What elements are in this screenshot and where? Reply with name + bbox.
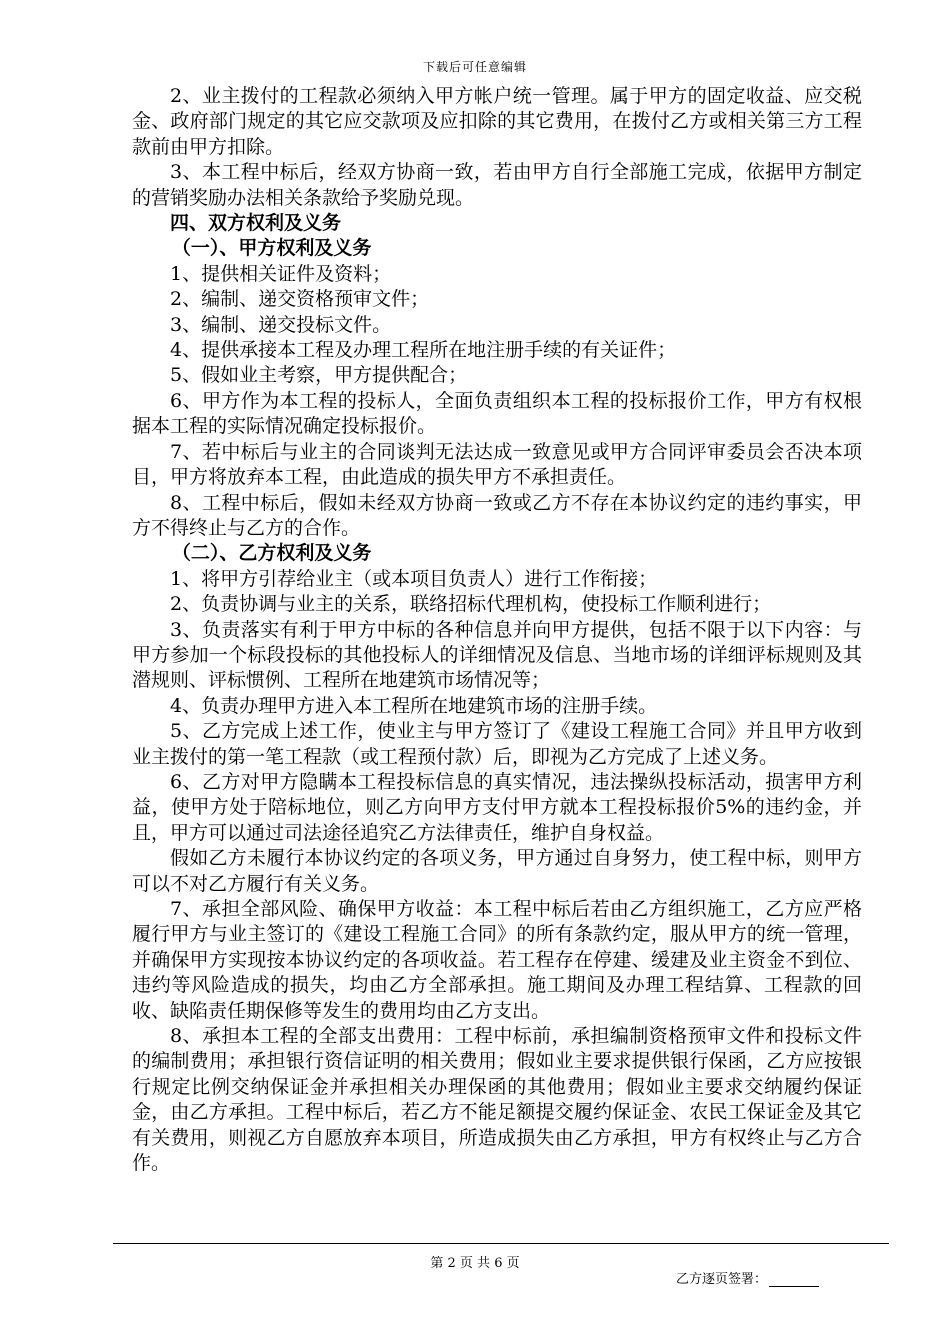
paragraph: 6、甲方作为本工程的投标人，全面负责组织本工程的投标报价工作，甲方有权根据本工程的实际情况确定投标报价。	[132, 389, 862, 438]
paragraph: 1、提供相关证件及资料；	[170, 262, 392, 285]
paragraph: 6、乙方对甲方隐瞒本工程投标信息的真实情况，违法操纵投标活动，损害甲方利益，使甲方处于陪标地位，则乙方向甲方支付甲方就本工程投标报价5%的违约金，并且，甲方可以通过司法途径追究乙方法律责任，维护自身权益。	[132, 770, 862, 844]
paragraph: 2、编制、递交资格预审文件；	[170, 288, 430, 311]
footer-divider	[113, 1243, 889, 1244]
paragraph: 7、若中标后与业主的合同谈判无法达成一致意见或甲方合同评审委员会否决本项目，甲方将放弃本工程，由此造成的损失甲方不承担责任。	[132, 440, 862, 489]
paragraph: 假如乙方未履行本协议约定的各项义务，甲方通过自身努力，使工程中标，则甲方可以不对乙方履行有关义务。	[132, 847, 862, 895]
paragraph: 5、假如业主考察，甲方提供配合；	[170, 364, 468, 387]
paragraph: 2、业主拨付的工程款必须纳入甲方帐户统一管理。属于甲方的固定收益、应交税金、政府部门规定的其它应交款项及应扣除的其它费用，在拨付乙方或相关第三方工程款前由甲方扣除。	[132, 85, 862, 158]
section-heading: 四、双方权利及义务	[170, 212, 342, 235]
paragraph: 8、工程中标后，假如未经双方协商一致或乙方不存在本协议约定的违约事实，甲方不得终止与乙方的合作。	[132, 491, 862, 539]
paragraph: 5、乙方完成上述工作，使业主与甲方签订了《建设工程施工合同》并且甲方收到业主拨付的第一笔工程款（或工程预付款）后，即视为乙方完成了上述义务。	[132, 720, 862, 768]
signature-line	[769, 1272, 819, 1287]
paragraph: 7、承担全部风险、确保甲方收益：本工程中标后若由乙方组织施工，乙方应严格履行甲方与业主签订的《建设工程施工合同》的所有条款约定，服从甲方的统一管理，并确保甲方实现按本协议约定的各项收益。若工程存在停建、缓建及业主资金不到位、违约等风险造成的损失，均由乙方全部承担。施工期间及办理工程结算、工程款的回收、缺陷责任期保修等发生的费用均由乙方支出。	[132, 898, 862, 1022]
header-note: 下载后可任意编辑	[422, 60, 527, 74]
page-number: 第 2 页 共 6 页	[430, 1256, 520, 1271]
subsection-heading: （二）、乙方权利及义务	[171, 542, 372, 565]
paragraph: 3、编制、递交投标文件。	[170, 313, 392, 336]
subsection-heading: （一）、甲方权利及义务	[171, 237, 372, 260]
paragraph: 1、将甲方引荐给业主（或本项目负责人）进行工作衔接；	[170, 567, 658, 590]
signature-field	[676, 1268, 819, 1287]
paragraph: 8、承担本工程的全部支出费用：工程中标前，承担编制资格预审文件和投标文件的编制费用；承担银行资信证明的相关费用；假如业主要求提供银行保函，乙方应按银行规定比例交纳保证金并承担相关办理保函的其他费用；假如业主要求交纳履约保证金，由乙方承担。工程中标后，若乙方不能足额提交履约保证金、农民工保证金及其它有关费用，则视乙方自愿放弃本项目，所造成损失由乙方承担，甲方有权终止与乙方合作。	[132, 1025, 862, 1175]
paragraph: 3、本工程中标后，经双方协商一致，若由甲方自行全部施工完成，依据甲方制定的营销奖励办法相关条款给予奖励兑现。	[132, 161, 862, 209]
paragraph: 3、负责落实有利于甲方中标的各种信息并向甲方提供，包括不限于以下内容：与甲方参加一个标段投标的其他投标人的详细情况及信息、当地市场的详细评标规则及其潜规则、评标惯例、工程所在地建筑市场情况等；	[132, 618, 862, 692]
paragraph: 4、负责办理甲方进入本工程所在地建筑市场的注册手续。	[170, 694, 658, 717]
signature-label: 乙方逐页签署：	[676, 1272, 768, 1287]
document-body	[132, 84, 862, 1176]
paragraph: 2、负责协调与业主的关系，联络招标代理机构，使投标工作顺利进行；	[170, 593, 772, 616]
paragraph: 4、提供承接本工程及办理工程所在地注册手续的有关证件；	[170, 339, 677, 362]
